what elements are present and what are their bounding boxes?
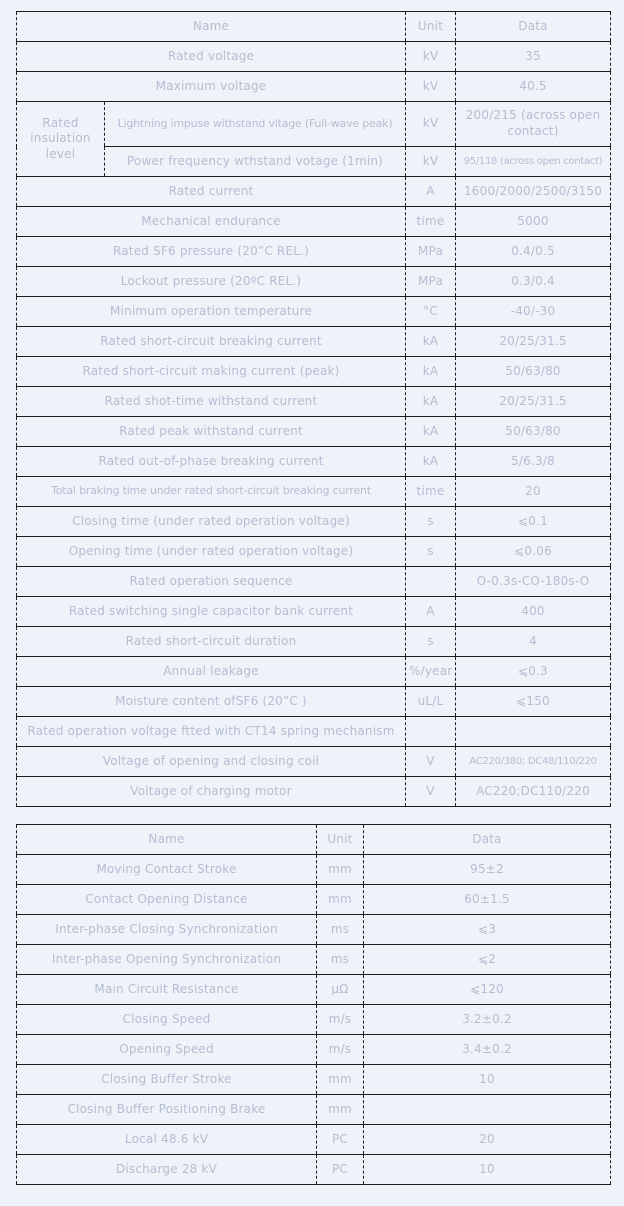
table-row: [17, 1035, 611, 1065]
table-row: [17, 945, 611, 975]
spec-name-cell: Closing Buffer Stroke: [17, 1065, 317, 1095]
spec-name-cell: Inter-phase Opening Synchronization: [17, 945, 317, 975]
table-row: [17, 1095, 611, 1125]
header-name-cell: Name: [17, 825, 317, 855]
header-data-cell: Data: [364, 825, 611, 855]
spec-name-cell: Moving Contact Stroke: [17, 855, 317, 885]
spec-name-cell: Rated voltage: [17, 42, 406, 72]
spec-name-cell: Main Circuit Resistance: [17, 975, 317, 1005]
header-unit-cell: Unit: [317, 825, 364, 855]
spec-data-cell: 10: [364, 1065, 611, 1095]
table-row: [17, 1005, 611, 1035]
spec-name-cell: Voltage of charging motor: [17, 777, 406, 807]
table-row: [17, 567, 611, 597]
spec-name-cell: Closing Buffer Positioning Brake: [17, 1095, 317, 1125]
table-row: [17, 687, 611, 717]
spec-unit-cell: kV: [406, 72, 456, 102]
spec-name-cell: Mechanical endurance: [17, 207, 406, 237]
spec-data-cell: 20: [364, 1125, 611, 1155]
spec-unit-cell: PC: [317, 1155, 364, 1185]
spec-name-cell: Total braking time under rated short-circuit breaking current: [17, 477, 406, 507]
spec-data-cell: O-0.3s-CO-180s-O: [456, 567, 611, 597]
spec-unit-cell: V: [406, 777, 456, 807]
table-row: [17, 417, 611, 447]
spec-data-cell: 4: [456, 627, 611, 657]
spec-unit-cell: kA: [406, 447, 456, 477]
spec-unit-cell: mm: [317, 885, 364, 915]
spec-unit-cell: m/s: [317, 1005, 364, 1035]
spec-unit-cell: kA: [406, 357, 456, 387]
table-row: [17, 177, 611, 207]
spec-unit-cell: mm: [317, 1095, 364, 1125]
table-row: [17, 387, 611, 417]
spec-unit-cell: mm: [317, 1065, 364, 1095]
spec-name-cell: Rated short-circuit making current (peak): [17, 357, 406, 387]
spec-name-cell: Rated operation voltage ftted with CT14 spring mechanism: [17, 717, 406, 747]
header-data-cell: Data: [456, 12, 611, 42]
spec-unit-cell: MPa: [406, 267, 456, 297]
table-row: [17, 507, 611, 537]
spec-name-cell: Rated operation sequence: [17, 567, 406, 597]
circuit-breaker-mechanical-specs-table: [16, 824, 611, 1185]
table-row: [17, 42, 611, 72]
spec-unit-cell: [406, 717, 456, 747]
spec-name-cell: Lightning impuse withstand vltage (Full-wave peak): [105, 102, 406, 147]
spec-unit-cell: PC: [317, 1125, 364, 1155]
spec-unit-cell: V: [406, 747, 456, 777]
spec-name-cell: Local 48.6 kV: [17, 1125, 317, 1155]
spec-unit-cell: kA: [406, 417, 456, 447]
table-row: [17, 477, 611, 507]
table-row: [17, 297, 611, 327]
table-row: [17, 855, 611, 885]
spec-data-cell: 60±1.5: [364, 885, 611, 915]
spec-unit-cell: kV: [406, 147, 456, 177]
spec-name-cell: Rated short-circuit breaking current: [17, 327, 406, 357]
spec-unit-cell: kA: [406, 387, 456, 417]
spec-unit-cell: time: [406, 207, 456, 237]
spec-data-cell: 400: [456, 597, 611, 627]
spec-name-cell: Moisture content ofSF6 (20”C ): [17, 687, 406, 717]
spec-name-cell: Closing Speed: [17, 1005, 317, 1035]
table-row: [17, 627, 611, 657]
spec-data-cell: 3.2±0.2: [364, 1005, 611, 1035]
spec-data-cell: 95±2: [364, 855, 611, 885]
spec-name-cell: Rated current: [17, 177, 406, 207]
spec-name-cell: Maximum voltage: [17, 72, 406, 102]
spec-data-cell: 95/118 (across open contact): [456, 147, 611, 177]
spec-unit-cell: time: [406, 477, 456, 507]
table-row: [17, 537, 611, 567]
spec-data-cell: 10: [364, 1155, 611, 1185]
spec-unit-cell: kV: [406, 42, 456, 72]
spec-name-cell: Opening Speed: [17, 1035, 317, 1065]
spec-data-cell: ⩽0.06: [456, 537, 611, 567]
table-row: [17, 267, 611, 297]
spec-data-cell: 5000: [456, 207, 611, 237]
spec-unit-cell: mm: [317, 855, 364, 885]
spec-unit-cell: kV: [406, 102, 456, 147]
spec-unit-cell: %/year: [406, 657, 456, 687]
spec-name-cell: Rated SF6 pressure (20”C REL.): [17, 237, 406, 267]
spec-unit-cell: s: [406, 507, 456, 537]
table-row: [17, 327, 611, 357]
spec-unit-cell: A: [406, 177, 456, 207]
main-specs-table-container: [16, 11, 610, 807]
spec-unit-cell: s: [406, 627, 456, 657]
table-row: [17, 777, 611, 807]
spec-data-cell: [456, 717, 611, 747]
tables-gap: [16, 807, 610, 824]
table-row: [17, 147, 611, 177]
spec-name-cell: Minimum operation temperature: [17, 297, 406, 327]
spec-unit-cell: MPa: [406, 237, 456, 267]
spec-data-cell: 3.4±0.2: [364, 1035, 611, 1065]
spec-unit-cell: μΩ: [317, 975, 364, 1005]
spec-unit-cell: m/s: [317, 1035, 364, 1065]
spec-unit-cell: A: [406, 597, 456, 627]
table-row: [17, 447, 611, 477]
spec-name-cell: Lockout pressure (20ºC REL.): [17, 267, 406, 297]
table-row: [17, 102, 611, 147]
spec-data-cell: ⩽2: [364, 945, 611, 975]
spec-data-cell: 0.3/0.4: [456, 267, 611, 297]
header-unit-cell: Unit: [406, 12, 456, 42]
spec-data-cell: 200/215 (across open contact): [456, 102, 611, 147]
table-row: [17, 72, 611, 102]
spec-unit-cell: s: [406, 537, 456, 567]
mechanical-specs-table-container: [16, 824, 610, 1185]
group-label-cell: Rated insulation level: [17, 102, 105, 177]
spec-unit-cell: °C: [406, 297, 456, 327]
spec-data-cell: 35: [456, 42, 611, 72]
spec-name-cell: Opening time (under rated operation voltage): [17, 537, 406, 567]
spec-name-cell: Voltage of opening and closing coil: [17, 747, 406, 777]
table-row: [17, 747, 611, 777]
spec-data-cell: ⩽3: [364, 915, 611, 945]
spec-data-cell: 50/63/80: [456, 417, 611, 447]
spec-name-cell: Rated switching single capacitor bank current: [17, 597, 406, 627]
spec-data-cell: 5/6.3/8: [456, 447, 611, 477]
spec-data-cell: [364, 1095, 611, 1125]
table-row: [17, 237, 611, 267]
spec-data-cell: ⩽0.1: [456, 507, 611, 537]
spec-name-cell: Rated out-of-phase breaking current: [17, 447, 406, 477]
table-row: [17, 717, 611, 747]
spec-data-cell: 0.4/0.5: [456, 237, 611, 267]
spec-data-cell: 1600/2000/2500/3150: [456, 177, 611, 207]
table-row: [17, 597, 611, 627]
spec-unit-cell: kA: [406, 327, 456, 357]
spec-name-cell: Discharge 28 kV: [17, 1155, 317, 1185]
spec-data-cell: AC220;DC110/220: [456, 777, 611, 807]
table-row: [17, 207, 611, 237]
header-row: [17, 12, 611, 42]
spec-data-cell: AC220/380; DC48/110/220: [456, 747, 611, 777]
header-row: [17, 825, 611, 855]
spec-unit-cell: [406, 567, 456, 597]
spec-unit-cell: ms: [317, 945, 364, 975]
spec-data-cell: ⩽150: [456, 687, 611, 717]
table-row: [17, 1065, 611, 1095]
spec-name-cell: Rated peak withstand current: [17, 417, 406, 447]
spec-data-cell: -40/-30: [456, 297, 611, 327]
table-row: [17, 357, 611, 387]
spec-unit-cell: ms: [317, 915, 364, 945]
spec-name-cell: Rated shot-time withstand current: [17, 387, 406, 417]
spec-name-cell: Inter-phase Closing Synchronization: [17, 915, 317, 945]
spec-data-cell: 20/25/31.5: [456, 387, 611, 417]
circuit-breaker-main-specs-table: [16, 11, 611, 807]
table-row: [17, 885, 611, 915]
table-row: [17, 915, 611, 945]
table-row: [17, 975, 611, 1005]
spec-data-cell: ⩽0.3: [456, 657, 611, 687]
spec-name-cell: Contact Opening Distance: [17, 885, 317, 915]
spec-name-cell: Closing time (under rated operation voltage): [17, 507, 406, 537]
table-row: [17, 657, 611, 687]
spec-name-cell: Rated short-circuit duration: [17, 627, 406, 657]
spec-data-cell: 50/63/80: [456, 357, 611, 387]
spec-data-cell: 20/25/31.5: [456, 327, 611, 357]
spec-data-cell: ⩽120: [364, 975, 611, 1005]
spec-unit-cell: uL/L: [406, 687, 456, 717]
spec-name-cell: Power frequency wthstand votage (1min): [105, 147, 406, 177]
table-row: [17, 1125, 611, 1155]
spec-data-cell: 20: [456, 477, 611, 507]
table-row: [17, 1155, 611, 1185]
spec-data-cell: 40.5: [456, 72, 611, 102]
header-name-cell: Name: [17, 12, 406, 42]
spec-name-cell: Annual leakage: [17, 657, 406, 687]
